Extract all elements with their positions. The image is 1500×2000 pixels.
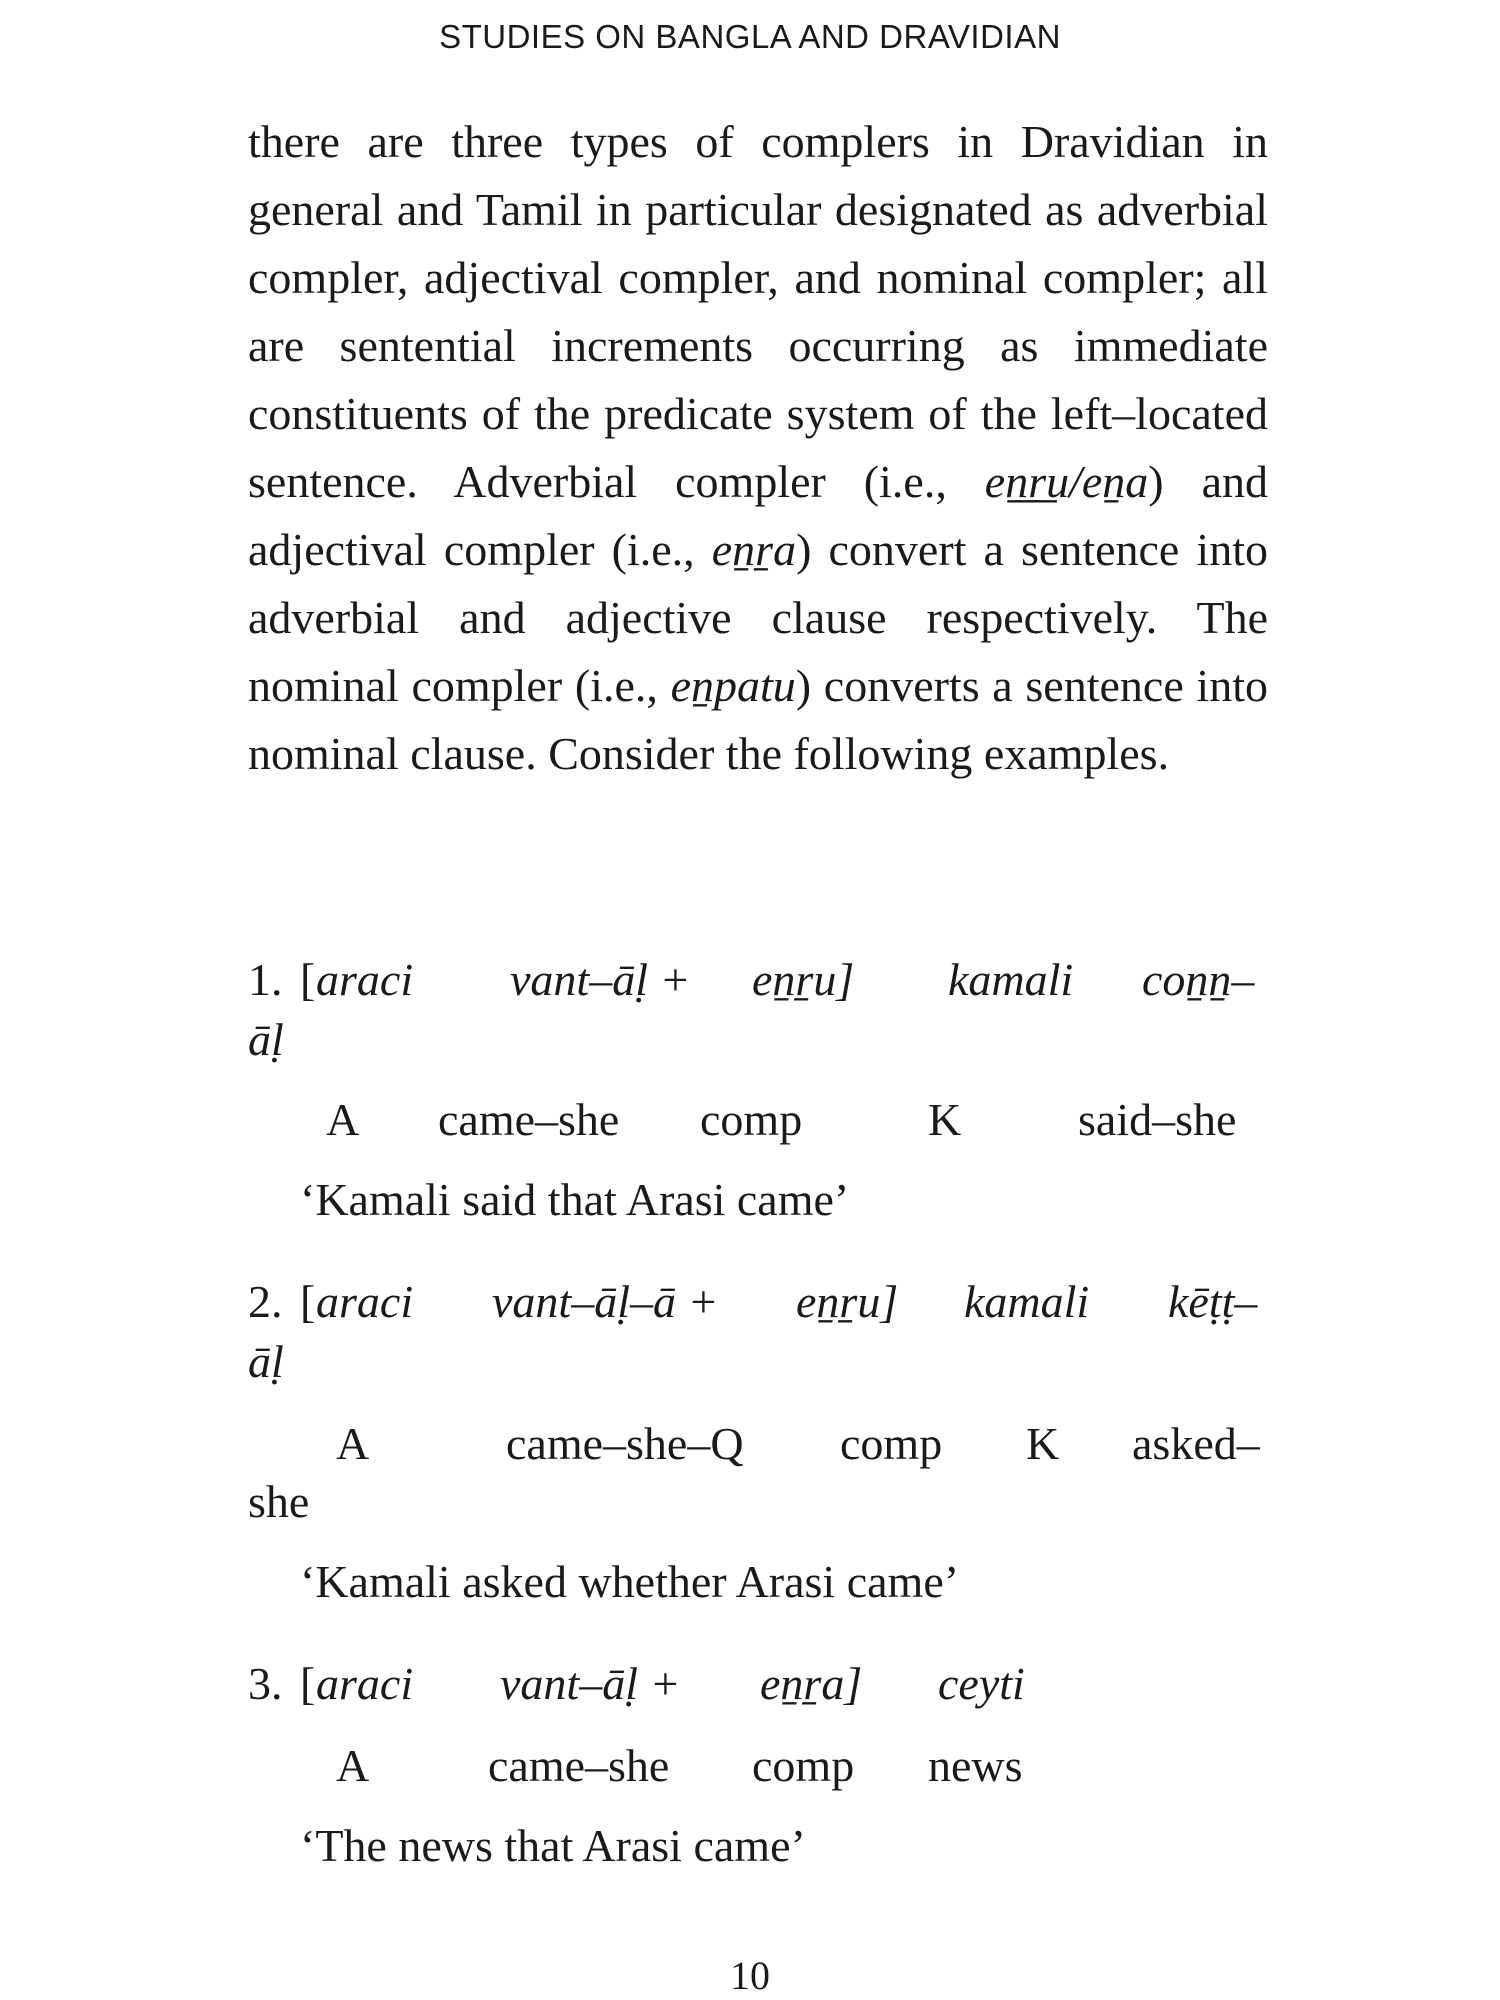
example-word: kamali: [948, 954, 1074, 1005]
gloss-word: K: [928, 1094, 962, 1145]
example-bracket: [: [300, 1658, 316, 1709]
para-italic-term: eṉṟa: [711, 524, 797, 575]
example-translation: ‘Kamali said that Arasi came’: [300, 1174, 850, 1225]
para-text: ) converts a sentence into nominal clause. Consider the following examples.: [248, 660, 1268, 779]
example-word-cont: āḷ: [248, 1336, 284, 1387]
example-word: kēṭṭ–: [1168, 1276, 1258, 1327]
example-word: vant–āḷ +: [510, 954, 691, 1005]
gloss-word: comp: [840, 1418, 943, 1469]
example-word: vant–āḷ +: [500, 1658, 681, 1709]
page-number: 10: [730, 1953, 770, 1998]
para-italic-term: eṉ̲ṟ̲u/eṉa: [984, 456, 1149, 507]
example-word: eṉṟu]: [752, 954, 855, 1005]
gloss-word: comp: [700, 1094, 803, 1145]
para-text: ) and adjectival compler (i.e.,: [248, 456, 1268, 575]
example-bracket: [: [300, 954, 316, 1005]
para-text: there are three types of complers in Dravidian in general and Tamil in particular designated as adverbial compler, adjectival compler, and nominal compler; all are sentential increments occurring as immediate constituents of the predicate system of the left–located sentence. Adverbial compler (i.e.,: [248, 116, 1268, 507]
gloss-word: A: [326, 1094, 360, 1145]
gloss-word: A: [336, 1740, 370, 1791]
body-paragraph: [248, 108, 1268, 788]
example-word: araci: [316, 954, 414, 1005]
gloss-word: came–she: [438, 1094, 620, 1145]
example-number: 1.: [248, 954, 283, 1005]
example-word-cont: āḷ: [248, 1014, 284, 1065]
gloss-word: came–she–Q: [506, 1418, 744, 1469]
gloss-word-cont: she: [248, 1476, 310, 1527]
example-word: vant–āḷ–ā +: [492, 1276, 719, 1327]
example-word: eṉṟu]: [796, 1276, 899, 1327]
gloss-word: K: [1026, 1418, 1060, 1469]
gloss-word: news: [928, 1740, 1023, 1791]
example-word: ceyti: [938, 1658, 1025, 1709]
running-header: STUDIES ON BANGLA AND DRAVIDIAN: [439, 18, 1061, 55]
gloss-word: came–she: [488, 1740, 670, 1791]
example-word: coṉṉ–: [1142, 954, 1255, 1005]
example-word: eṉṟa]: [760, 1658, 863, 1709]
example-word: araci: [316, 1276, 414, 1327]
example-word: kamali: [964, 1276, 1090, 1327]
gloss-word: comp: [752, 1740, 855, 1791]
example-word: araci: [316, 1658, 414, 1709]
example-number: 2.: [248, 1276, 283, 1327]
example-number: 3.: [248, 1658, 283, 1709]
gloss-word: A: [336, 1418, 370, 1469]
para-italic-term: eṉpatu: [670, 660, 796, 711]
example-translation: ‘Kamali asked whether Arasi came’: [300, 1556, 960, 1607]
gloss-word: said–she: [1078, 1094, 1237, 1145]
gloss-word: asked–: [1132, 1418, 1260, 1469]
para-text: ) convert a sentence into adverbial and adjective clause respectively. The nominal compler (i.e.,: [248, 524, 1268, 711]
example-translation: ‘The news that Arasi came’: [300, 1820, 806, 1871]
example-bracket: [: [300, 1276, 316, 1327]
